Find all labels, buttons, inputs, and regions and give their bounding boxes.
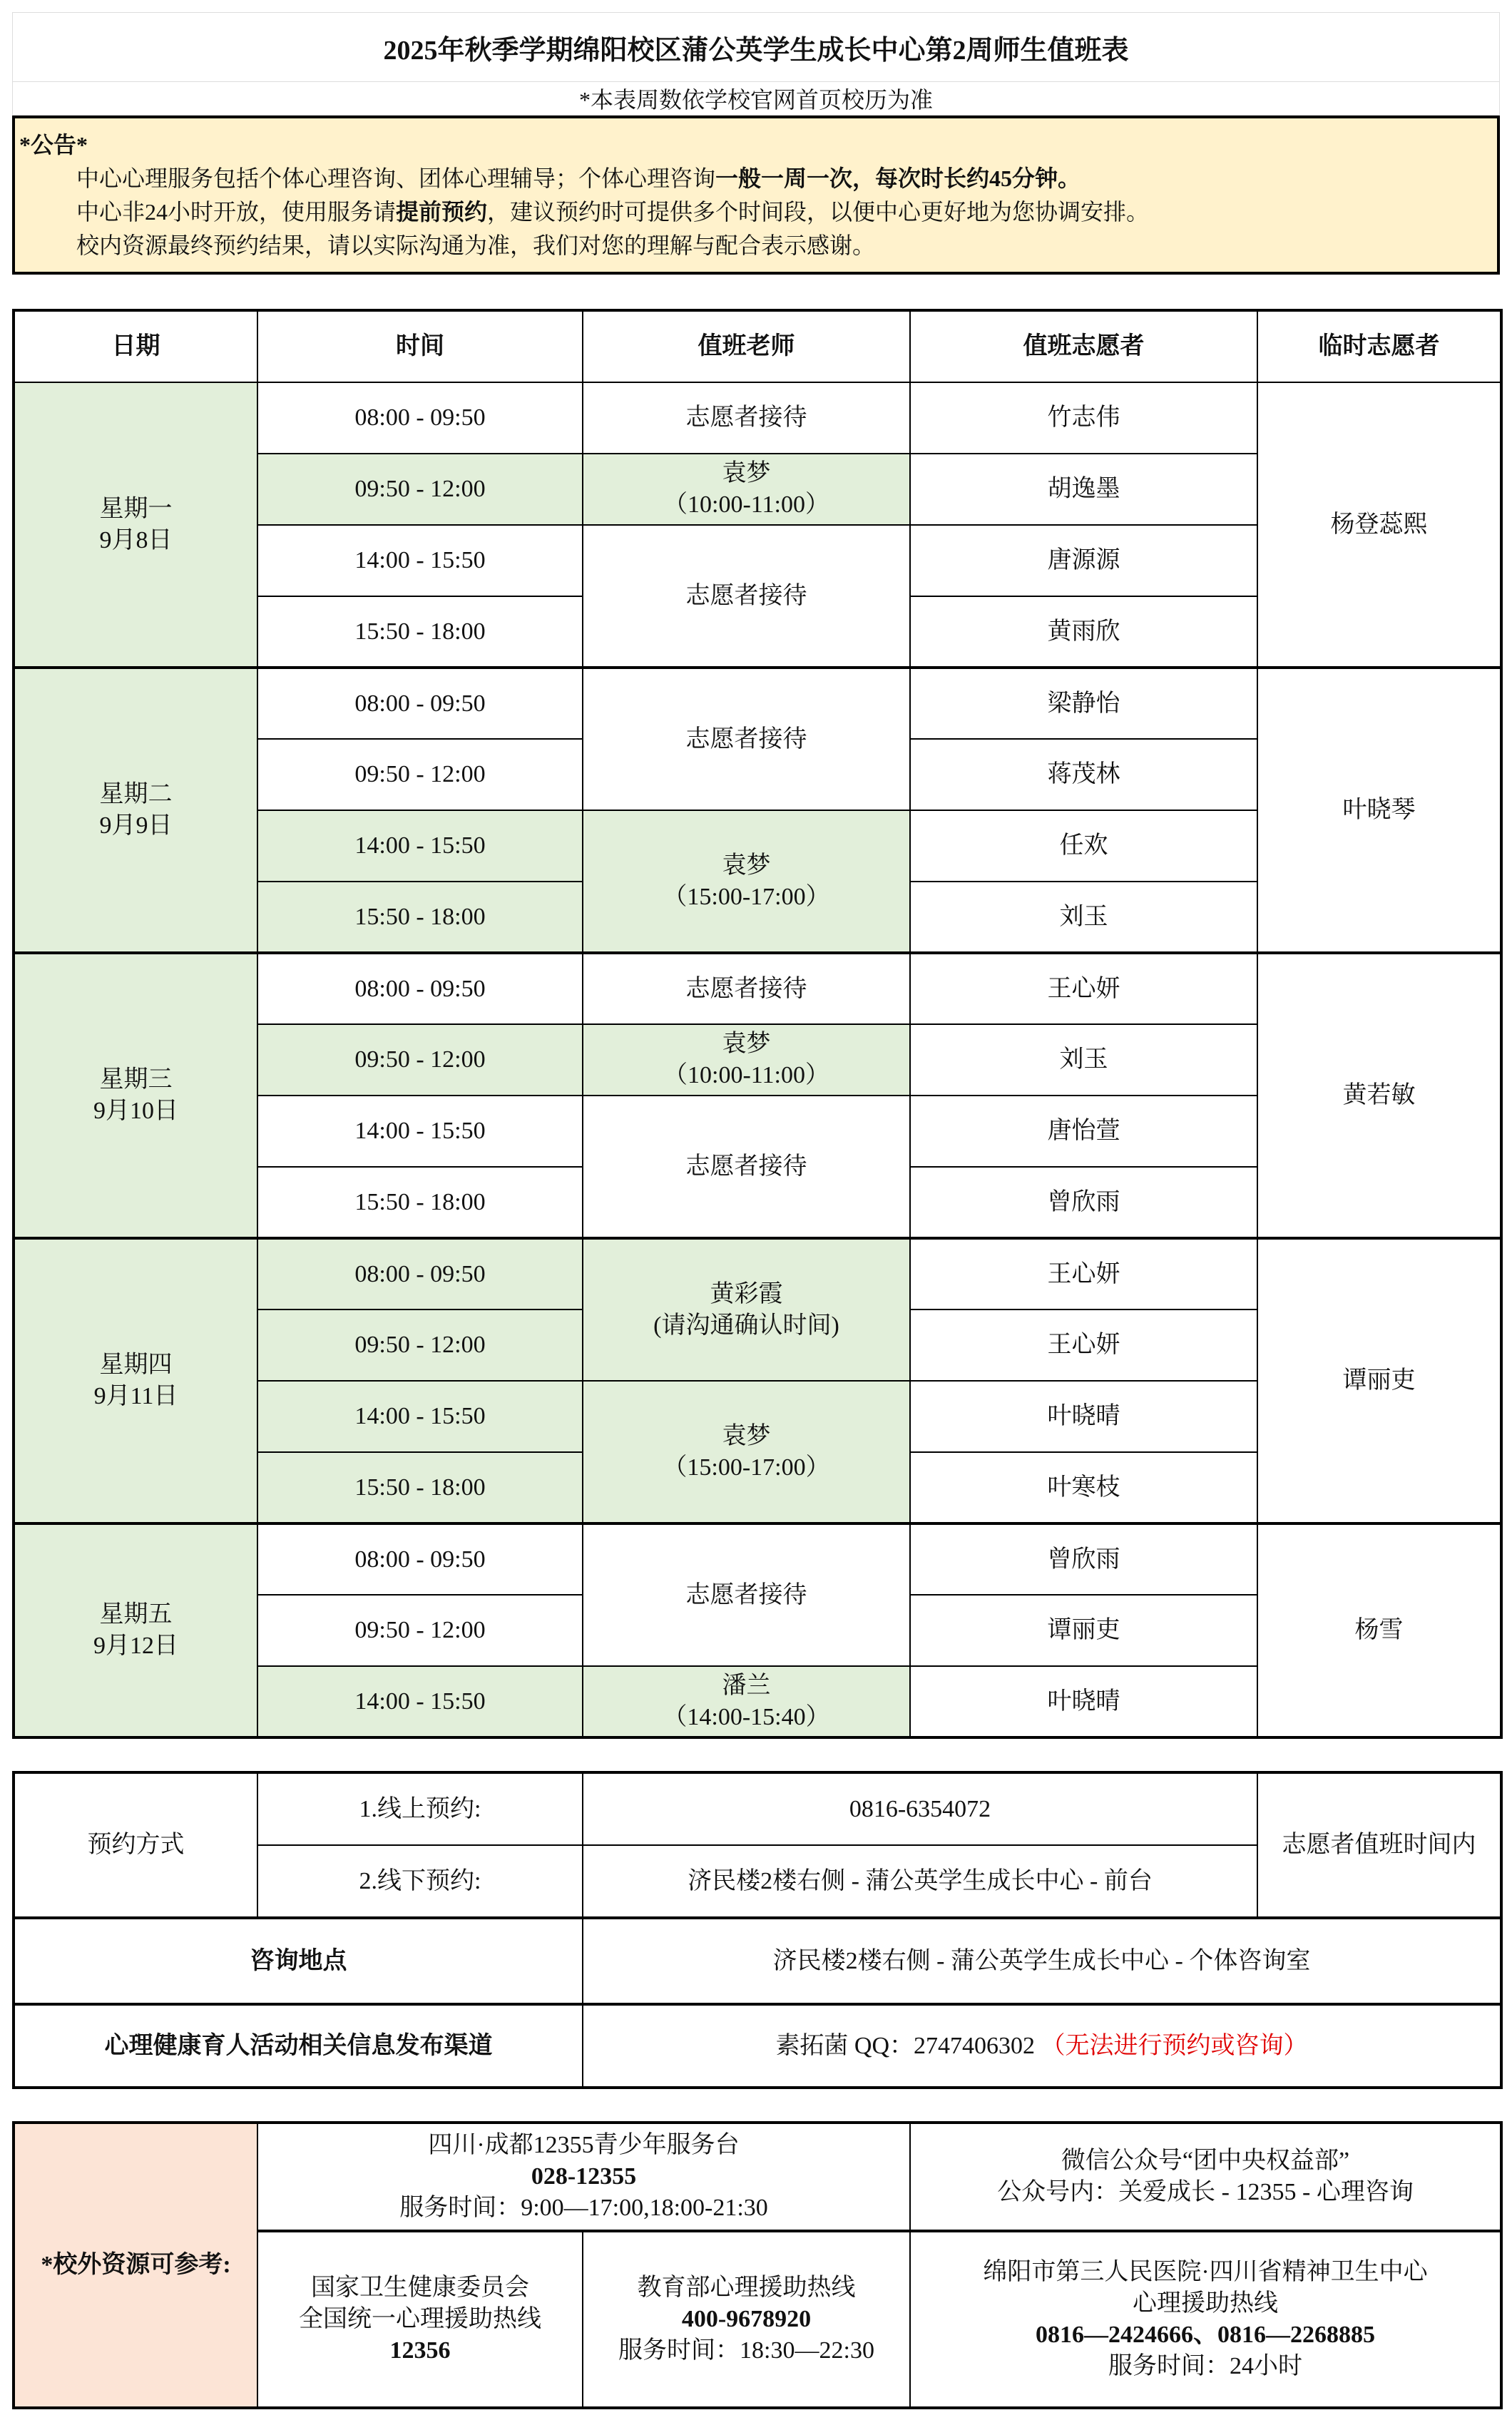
schedule-row [14, 668, 1501, 739]
duty-volunteer: 唐怡萱 [910, 1096, 1257, 1167]
resource-name: 教育部心理援助热线 [637, 2275, 856, 2301]
temp-volunteer: 谭丽吏 [1257, 1238, 1501, 1523]
duty-schedule-table [12, 309, 1503, 1739]
consult-location-label: 咨询地点 [14, 1918, 583, 2004]
header-temp-volunteer: 临时志愿者 [1257, 310, 1501, 382]
header-teacher: 值班老师 [583, 310, 910, 382]
time-slot: 09:50 - 12:00 [257, 454, 583, 525]
time-slot: 08:00 - 09:50 [257, 1238, 583, 1309]
teacher-name: 黄彩霞 [710, 1280, 783, 1307]
day-cell [14, 1238, 257, 1523]
duty-volunteer: 叶寒枝 [910, 1452, 1257, 1523]
notice-line-1 [19, 162, 1493, 195]
teacher-hours: （15:00-17:00） [663, 1454, 830, 1481]
time-slot: 09:50 - 12:00 [257, 1595, 583, 1666]
resource-phone: 400-9678920 [681, 2306, 812, 2332]
external-resources-table [12, 2121, 1503, 2409]
day-cell [14, 668, 257, 953]
notice-emphasis: 提前预约 [396, 199, 488, 225]
channel-label: 心理健康育人活动相关信息发布渠道 [14, 2004, 583, 2088]
teacher-name: 志愿者接待 [685, 1581, 807, 1608]
weekday: 星期五 [99, 1601, 173, 1628]
teacher-name: 潘兰 [722, 1672, 771, 1699]
schedule-row [14, 382, 1501, 454]
weekday: 星期二 [99, 781, 173, 807]
duty-teacher-cell [583, 454, 910, 525]
duty-teacher-cell [583, 1666, 910, 1737]
resource-mianyang-hospital [910, 2231, 1501, 2408]
duty-volunteer: 王心妍 [910, 953, 1257, 1024]
notice-emphasis: 一般一周一次，每次时长约45分钟。 [715, 165, 1081, 191]
teacher-hours: (请沟通确认时间) [653, 1312, 839, 1339]
booking-time-note: 志愿者值班时间内 [1257, 1772, 1501, 1918]
notice-box [12, 116, 1500, 275]
temp-volunteer: 杨雪 [1257, 1523, 1501, 1737]
resource-chengdu-12355 [257, 2123, 910, 2231]
teacher-name: 志愿者接待 [685, 725, 807, 752]
duty-teacher-cell [583, 810, 910, 953]
teacher-name: 志愿者接待 [685, 1153, 807, 1180]
duty-volunteer: 刘玉 [910, 1024, 1257, 1096]
duty-volunteer: 叶晓晴 [910, 1381, 1257, 1452]
time-slot: 09:50 - 12:00 [257, 1024, 583, 1096]
resource-name: 绵阳市第三人民医院·四川省精神卫生中心 [983, 2259, 1428, 2285]
resource-phone: 028-12355 [531, 2163, 637, 2190]
header-volunteer: 值班志愿者 [910, 310, 1257, 382]
schedule-row [14, 1238, 1501, 1309]
teacher-name: 袁梦 [722, 1031, 771, 1057]
notice-text: 中心心理服务包括个体心理咨询、团体心理辅导；个体心理咨询 [76, 165, 716, 191]
header-time: 时间 [257, 310, 583, 382]
resource-path: 公众号内：关爱成长 - 12355 - 心理咨询 [997, 2179, 1414, 2205]
date: 9月9日 [99, 812, 173, 839]
subtitle: *本表周数依学校官网首页校历为准 [12, 82, 1500, 116]
duty-volunteer: 任欢 [910, 810, 1257, 882]
teacher-name: 志愿者接待 [685, 404, 807, 431]
time-slot: 15:50 - 18:00 [257, 1167, 583, 1238]
duty-volunteer: 竹志伟 [910, 382, 1257, 454]
teacher-name: 志愿者接待 [685, 582, 807, 609]
date: 9月11日 [93, 1383, 178, 1409]
channel-value-cell [583, 2004, 1501, 2088]
teacher-name: 志愿者接待 [685, 975, 807, 1002]
time-slot: 09:50 - 12:00 [257, 739, 583, 810]
teacher-hours: （14:00-15:40） [663, 1703, 830, 1730]
resource-nhc-hotline [257, 2231, 583, 2408]
offline-booking-label: 2.线下预约: [257, 1845, 583, 1918]
schedule-row [14, 953, 1501, 1024]
notice-heading: *公告* [19, 132, 88, 158]
duty-volunteer: 叶晓晴 [910, 1666, 1257, 1737]
time-slot: 08:00 - 09:50 [257, 953, 583, 1024]
header-date: 日期 [14, 310, 257, 382]
time-slot: 14:00 - 15:50 [257, 1381, 583, 1452]
teacher-hours: （10:00-11:00） [663, 491, 829, 518]
teacher-name: 袁梦 [722, 1422, 771, 1449]
day-cell [14, 382, 257, 668]
notice-line-3: 校内资源最终预约结果，请以实际沟通为准，我们对您的理解与配合表示感谢。 [76, 233, 876, 258]
resource-name: 国家卫生健康委员会 [311, 2275, 529, 2301]
duty-volunteer: 王心妍 [910, 1238, 1257, 1309]
time-slot: 08:00 - 09:50 [257, 1523, 583, 1595]
resource-name: 微信公众号“团中央权益部” [1061, 2148, 1350, 2174]
duty-teacher-cell [583, 668, 910, 810]
time-slot: 15:50 - 18:00 [257, 882, 583, 953]
time-slot: 15:50 - 18:00 [257, 596, 583, 668]
resource-wechat [910, 2123, 1501, 2231]
resource-moe-hotline [583, 2231, 910, 2408]
resource-desc: 全国统一心理援助热线 [299, 2306, 541, 2332]
duty-teacher-cell [583, 1523, 910, 1666]
duty-teacher-cell [583, 1381, 910, 1523]
time-slot: 14:00 - 15:50 [257, 1666, 583, 1737]
duty-volunteer: 唐源源 [910, 525, 1257, 596]
resource-hours: 服务时间：24小时 [1108, 2353, 1303, 2379]
date: 9月8日 [99, 526, 173, 553]
duty-volunteer: 蒋茂林 [910, 739, 1257, 810]
weekday: 星期一 [99, 495, 173, 522]
day-cell [14, 953, 257, 1238]
resource-hours: 服务时间：9:00—17:00,18:00-21:30 [399, 2195, 768, 2221]
offline-booking-location: 济民楼2楼右侧 - 蒲公英学生成长中心 - 前台 [583, 1845, 1257, 1918]
duty-volunteer: 梁静怡 [910, 668, 1257, 739]
duty-volunteer: 曾欣雨 [910, 1523, 1257, 1595]
teacher-hours: （15:00-17:00） [663, 883, 830, 910]
time-slot: 09:50 - 12:00 [257, 1309, 583, 1381]
booking-method-label: 预约方式 [14, 1772, 257, 1918]
channel-warning: （无法进行预约或咨询） [1041, 2032, 1308, 2059]
time-slot: 08:00 - 09:50 [257, 668, 583, 739]
duty-volunteer: 谭丽吏 [910, 1595, 1257, 1666]
time-slot: 14:00 - 15:50 [257, 1096, 583, 1167]
weekday: 星期四 [99, 1352, 173, 1378]
time-slot: 15:50 - 18:00 [257, 1452, 583, 1523]
duty-teacher-cell [583, 1096, 910, 1238]
duty-volunteer: 黄雨欣 [910, 596, 1257, 668]
date: 9月12日 [93, 1633, 178, 1659]
duty-volunteer: 曾欣雨 [910, 1167, 1257, 1238]
channel-qq: 素拓菌 QQ：2747406302 [775, 2032, 1036, 2059]
duty-teacher-cell [583, 1024, 910, 1096]
teacher-name: 袁梦 [722, 460, 771, 486]
resource-phone: 0816—2424666、0816—2268885 [1036, 2322, 1376, 2348]
duty-volunteer: 王心妍 [910, 1309, 1257, 1381]
resource-name: 四川·成都12355青少年服务台 [428, 2132, 740, 2158]
duty-teacher-cell [583, 1238, 910, 1381]
date: 9月10日 [93, 1098, 178, 1124]
duty-teacher-cell [583, 953, 910, 1024]
day-cell [14, 1523, 257, 1737]
resource-desc: 心理援助热线 [1133, 2290, 1279, 2317]
temp-volunteer: 叶晓琴 [1257, 668, 1501, 953]
booking-info-table [12, 1771, 1503, 2089]
page-title: 2025年秋季学期绵阳校区蒲公英学生成长中心第2周师生值班表 [12, 12, 1500, 82]
temp-volunteer: 杨登蕊熙 [1257, 382, 1501, 668]
time-slot: 14:00 - 15:50 [257, 810, 583, 882]
time-slot: 08:00 - 09:50 [257, 382, 583, 454]
notice-text: 中心非24小时开放，使用服务请 [76, 199, 397, 225]
resource-phone: 12356 [389, 2337, 451, 2364]
time-slot: 14:00 - 15:50 [257, 525, 583, 596]
weekday: 星期三 [99, 1066, 173, 1093]
duty-volunteer: 刘玉 [910, 882, 1257, 953]
table-header-row [14, 310, 1501, 382]
notice-text: ，建议预约时可提供多个时间段，以便中心更好地为您协调安排。 [487, 199, 1150, 225]
teacher-hours: （10:00-11:00） [663, 1062, 829, 1088]
resource-hours: 服务时间：18:30—22:30 [618, 2337, 874, 2364]
duty-teacher-cell [583, 382, 910, 454]
external-resources-label: *校外资源可参考: [14, 2123, 257, 2408]
notice-line-2 [19, 195, 1493, 229]
online-booking-label: 1.线上预约: [257, 1772, 583, 1845]
schedule-row [14, 1523, 1501, 1595]
online-booking-phone: 0816-6354072 [583, 1772, 1257, 1845]
duty-volunteer: 胡逸墨 [910, 454, 1257, 525]
teacher-name: 袁梦 [722, 852, 771, 879]
consult-location-value: 济民楼2楼右侧 - 蒲公英学生成长中心 - 个体咨询室 [583, 1918, 1501, 2004]
duty-teacher-cell [583, 525, 910, 668]
temp-volunteer: 黄若敏 [1257, 953, 1501, 1238]
